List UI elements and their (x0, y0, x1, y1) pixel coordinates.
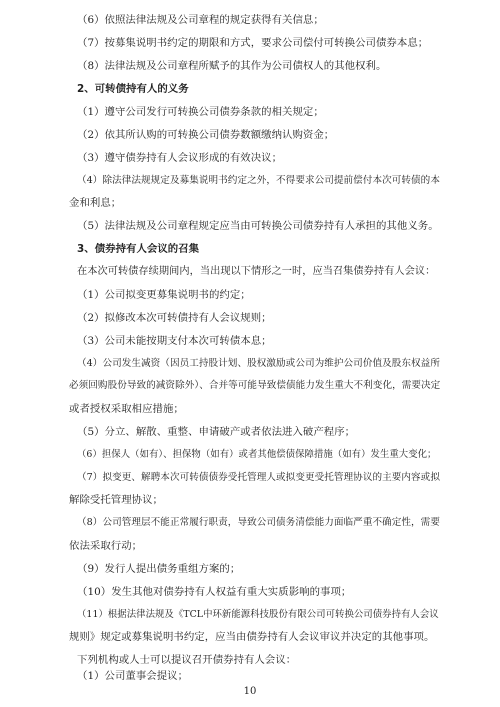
text-line: （1）公司董事会提议； (77, 670, 189, 682)
text-line: （6）担保人（如有）、担保物（如有）或者其他偿债保障措施（如有）发生重大变化； (77, 449, 437, 460)
text-line: （9）发行人提出债务重组方案的； (77, 563, 241, 575)
page-number: 10 (243, 686, 257, 697)
text-line: （3）遵守债券持有人会议形成的有效决议； (77, 152, 283, 164)
text-line: （8）法律法规及公司章程所赋予的其作为公司债权人的其他权利。 (77, 60, 387, 72)
text-line: （5）法律法规及公司章程规定应当由可转换公司债券持有人承担的其他义务。 (77, 220, 439, 232)
text-line: （5）分立、解散、重整、申请破产或者依法进入破产程序； (77, 426, 356, 438)
text-line: （3）公司未能按期支付本次可转债本息； (77, 335, 272, 347)
text-line: 规则》规定或募集说明书约定，应当由债券持有人会议审议并决定的其他事项。 (69, 631, 435, 643)
text-line: （10）发生其他对债券持有人权益有重大实质影响的事项； (77, 586, 352, 598)
text-line: （4）公司发生减资（因员工持股计划、股权激励或公司为维护公司价值及股东权益所 (77, 358, 440, 369)
text-line: （1）遵守公司发行可转换公司债券条款的相关规定； (77, 106, 324, 118)
text-line: 下列机构或人士可以提议召开债券持有人会议： (77, 654, 297, 666)
text-line: （4）除法律法规规定及募集说明书约定之外，不得要求公司提前偿付本次可转债的本 (77, 175, 440, 186)
section-heading: 3、债券持有人会议的召集 (77, 243, 200, 255)
text-line: 依法采取行动； (69, 540, 143, 552)
text-line: （6）依照法律法规及公司章程的规定获得有关信息； (77, 14, 324, 26)
text-line: （2）依其所认购的可转换公司债券数额缴纳认购资金； (77, 129, 335, 141)
section-heading: 2、可转债持有人的义务 (77, 83, 189, 95)
text-line: 或者授权采取相应措施； (69, 403, 184, 415)
text-line: （7）按募集说明书约定的期限和方式，要求公司偿付可转换公司债券本息； (77, 37, 429, 49)
text-line: （7）拟变更、解聘本次可转债债券受托管理人或拟变更受托管理协议的主要内容或拟 (77, 472, 440, 483)
text-line: 在本次可转债存续期间内，当出现以下情形之一时，应当召集债券持有人会议： (77, 266, 436, 277)
text-line: （1）公司拟变更募集说明书的约定； (77, 289, 251, 301)
text-line: 必须回购股份导致的减资除外）、合并等可能导致偿债能力发生重大不利变化，需要决定 (69, 380, 441, 391)
text-line: 解除受托管理协议； (69, 494, 163, 506)
text-line: （11）根据法律法规及《TCL中环新能源科技股份有限公司可转换公司债券持有人会议 (77, 609, 439, 620)
text-line: 金和利息； (69, 197, 122, 209)
text-line: （8）公司管理层不能正常履行职责，导致公司债务清偿能力面临严重不确定性，需要 (77, 517, 440, 528)
text-line: （2）拟修改本次可转债持有人会议规则； (77, 312, 272, 324)
